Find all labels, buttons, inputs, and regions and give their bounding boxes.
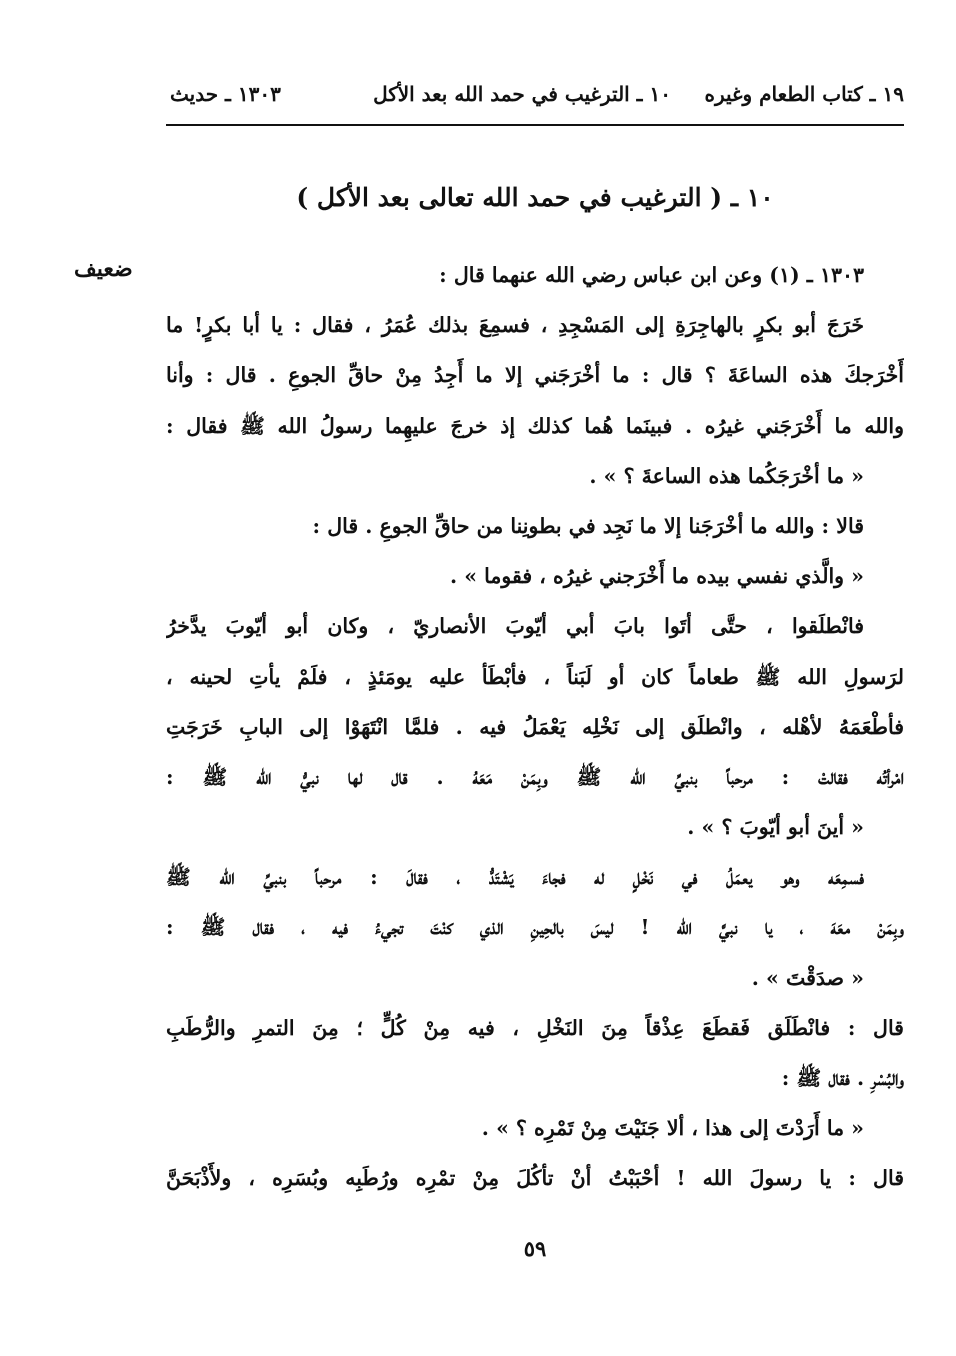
- header-divider: [166, 124, 904, 126]
- text-line: فسمِعَه وهو يعمَلُ في نَخْلٍ له فجاءَ يَشْتَدُّ ، فقالَ : مرحباً بنبيِّ الله ﷺ: [166, 865, 864, 890]
- text-line: « والَّذي نفسي بيده ما أَخْرَجني غيرُه ، فقوما » .: [449, 564, 864, 589]
- text-line: قال : فانْطَلَق فَقطَعَ عِذْقاً مِنَ النَخْلِ ، فيه مِنْ كُلٍّ ؛ مِنَ التمرِ والرُّطَبِ: [166, 1015, 904, 1040]
- section-title: ١٠ ـ ( الترغيب في حمد الله تعالى بعد الأكل ): [296, 183, 774, 212]
- page-number: ٥٩: [523, 1236, 547, 1261]
- hadith-grade: ضعيف: [74, 256, 133, 282]
- hadith-text: [166, 250, 904, 1204]
- text-line: فانْطلَقوا ، حتَّى أتَوا بابَ أبي أيّوبَ الأنصاريّ ، وكان أبو أيّوبَ يدَّخرُ: [166, 614, 864, 639]
- text-line: امْرأتُه فقالتْ : مرحباً بنبيِّ الله ﷺ وبِمَنْ مَعَهُ . قال لها نبيُّ الله ﷺ :: [166, 764, 904, 789]
- text-line: والله ما أَخْرَجَني غيرُه . فبينَما هُما كذلك إذ خرجَ عليهِما رسولُ الله ﷺ فقال :: [166, 413, 904, 438]
- text-line: قال : يا رسولَ الله ! أحْبَبْتُ أنْ تأكُلَ مِنْ تمْرِه ورُطَبِه وبُسَرِه ، ولأَذْبَحَنَّ: [166, 1166, 904, 1191]
- text-line: أَخْرَجكَ هذه الساعَةَ ؟ قال : ما أخْرَجَني إلا ما أَجِدُ مِنْ حاقِّ الجوعِ . قال : وأنا: [166, 363, 904, 388]
- text-line: خَرَجَ أبو بكرٍ بالهاجِرَةِ إلى المَسْجِدِ ، فسمِعَ بذلك عُمَرُ ، فقال : يا أبا بكرٍ! ما: [166, 313, 864, 338]
- text-line: ١٣٠٣ ـ (١) وعن ابن عباس رضي الله عنهما قال :: [439, 263, 864, 287]
- text-line: وبِمَنْ معَهَ ، يا نبيَّ الله ! ليسَ بالحِينِ الذي كنْتَ تجيءُ فيه ، فقال ﷺ :: [166, 915, 904, 940]
- running-header-chapter: ١٩ ـ كتاب الطعام وغيره: [704, 82, 904, 106]
- text-line: « ما أَرَدْتَ إلى هذا ، ألا جَنَيْتَ مِنْ تَمْرِه ؟ » .: [481, 1116, 864, 1141]
- text-line: لرَسولِ الله ﷺ طعاماً كان أو لَبَناً ، فأبْطَأ عليه يومَئذٍ ، فلَمْ يأتِ لحينه ،: [166, 664, 904, 689]
- text-line: والبُسْرِ . فقال ﷺ :: [781, 1066, 904, 1090]
- text-line: « ما أخْرَجَكُما هذه الساعةَ ؟ » .: [589, 463, 864, 488]
- text-line: فأطْعَمَهُ لأهْله ، وانْطلَق إلى نَخْلِه يَعْمَلُ فيه . فلمَّا انْتَهَوْا إلى البابِ خَرَجَتِ: [166, 714, 904, 739]
- text-line: قالا : والله ما أخْرَجَنا إلا ما نَجِد في بطونِنا من حاقِّ الجوعِ . قال :: [312, 513, 864, 538]
- running-header-hadith-ref: ١٣٠٣ ـ حديث: [170, 82, 281, 106]
- running-header-section: ١٠ ـ الترغيب في حمد الله بعد الأكل: [373, 82, 671, 106]
- text-line: « صدَقْتَ » .: [751, 965, 864, 990]
- text-line: « أينَ أبو أيّوبَ ؟ » .: [687, 815, 864, 840]
